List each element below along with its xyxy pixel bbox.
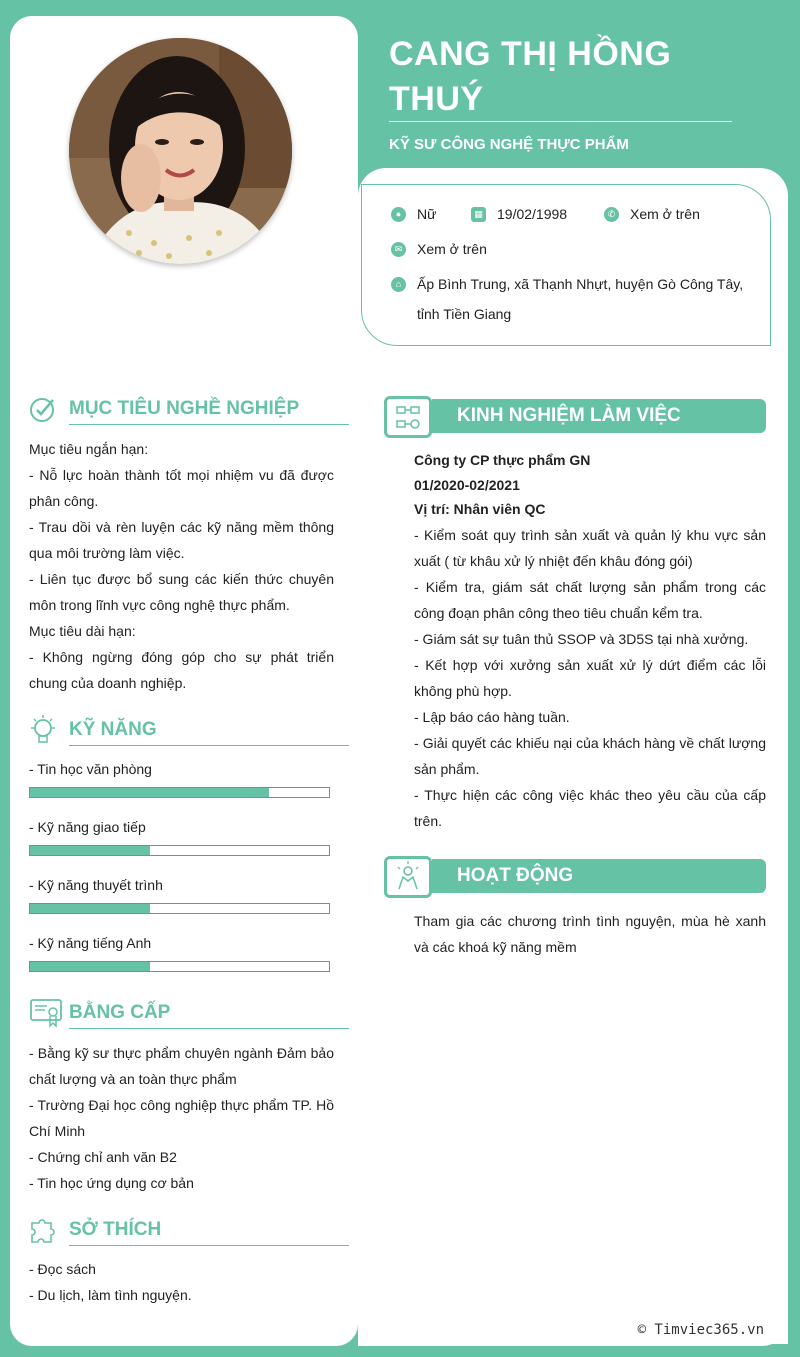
skill-fill xyxy=(30,962,150,971)
person-icon: ● xyxy=(391,207,406,222)
phone-info xyxy=(604,206,700,222)
phone-value: Xem ở trên xyxy=(630,206,700,222)
duty-line: - Thực hiện các công việc khác theo yêu cầu của cấp trên. xyxy=(414,786,766,829)
birthday-info xyxy=(471,206,567,222)
objective-line: - Liên tục được bổ sung các kiến thức chuyên môn trong lĩnh vực công nghệ thực phẩm. xyxy=(29,571,334,613)
objective-divider xyxy=(69,424,349,425)
job-title: KỸ SƯ CÔNG NGHỆ THỰC PHẨM xyxy=(389,136,629,153)
skill-label: - Kỹ năng giao tiếp xyxy=(29,819,146,835)
certificate-line: - Bằng kỹ sư thực phẩm chuyên ngành Đảm bảo chất lượng và an toàn thực phẩm xyxy=(29,1045,334,1087)
candidate-name: CANG THỊ HỒNG THUÝ xyxy=(389,35,672,118)
lightbulb-icon xyxy=(29,714,57,746)
experience-icon-box xyxy=(384,396,432,438)
skills-title: KỸ NĂNG xyxy=(69,719,157,740)
objective-title: MỤC TIÊU NGHỀ NGHIỆP xyxy=(69,398,300,419)
activity-icon xyxy=(387,859,429,895)
certificate-line: - Trường Đại học công nghiệp thực phẩm TP. Hồ Chí Minh xyxy=(29,1097,334,1139)
certificates-text xyxy=(29,1040,334,1196)
objective-line: - Trau dồi và rèn luyện các kỹ năng mềm thông qua môi trường làm việc. xyxy=(29,519,334,561)
skill-bar xyxy=(29,787,330,798)
duty-line: - Kết hợp với xưởng sản xuất xử lý dứt điểm các lỗi không phù hợp. xyxy=(414,656,766,699)
header-divider xyxy=(389,121,732,122)
puzzle-icon xyxy=(29,1215,59,1245)
hobby-line: - Đọc sách xyxy=(29,1261,96,1277)
work-position: Vị trí: Nhân viên QC xyxy=(414,501,546,517)
gender-info xyxy=(391,206,436,222)
objective-line: - Không ngừng đóng góp cho sự phát triển chung của doanh nghiệp. xyxy=(29,649,334,691)
skill-bar xyxy=(29,961,330,972)
objective-text xyxy=(29,436,334,696)
address-value: Ấp Bình Trung, xã Thạnh Nhựt, huyện Gò Công Tây, tỉnh Tiền Giang xyxy=(417,276,744,322)
activity-line: Tham gia các chương trình tình nguyện, mùa hè xanh và các khoá kỹ năng mềm xyxy=(414,913,766,955)
objective-line: Mục tiêu ngắn hạn: xyxy=(29,441,149,457)
experience-text xyxy=(414,448,766,834)
portrait-image xyxy=(69,38,292,264)
email-value: Xem ở trên xyxy=(417,241,487,257)
hobbies-divider xyxy=(69,1245,349,1246)
home-icon: ⌂ xyxy=(391,277,406,292)
birthday-value: 19/02/1998 xyxy=(497,206,568,222)
activities-text xyxy=(414,908,766,960)
activities-icon-box xyxy=(384,856,432,898)
company-name: Công ty CP thực phẩm GN xyxy=(414,452,591,468)
experience-title: KINH NGHIỆM LÀM VIỆC xyxy=(457,405,681,426)
certificate-icon xyxy=(29,997,63,1029)
hobbies-text xyxy=(29,1256,334,1308)
skill-fill xyxy=(30,788,269,797)
email-info xyxy=(391,241,487,257)
duty-line: - Lập báo cáo hàng tuần. xyxy=(414,708,570,725)
activities-title: HOẠT ĐỘNG xyxy=(457,865,574,886)
duty-line: - Giám sát sự tuân thủ SSOP và 3D5S tại nhà xưởng. xyxy=(414,630,749,647)
calendar-icon: ▦ xyxy=(471,207,486,222)
objective-line: - Nỗ lực hoàn thành tốt mọi nhiệm vu đã được phân công. xyxy=(29,467,334,509)
objective-line: Mục tiêu dài hạn: xyxy=(29,623,136,639)
duty-line: - Kiểm tra, giám sát chất lượng sản phẩm trong các công đoạn phân công theo tiêu chuẩn kểm tra. xyxy=(414,578,766,621)
hobbies-title: SỞ THÍCH xyxy=(69,1219,162,1240)
skill-bar xyxy=(29,845,330,856)
skill-label: - Kỹ năng tiếng Anh xyxy=(29,935,152,951)
profile-photo xyxy=(69,38,292,264)
skill-label: - Kỹ năng thuyết trình xyxy=(29,877,163,893)
skill-fill xyxy=(30,904,150,913)
certificates-divider xyxy=(69,1028,349,1029)
skill-bar xyxy=(29,903,330,914)
certificate-line: - Tin học ứng dụng cơ bản xyxy=(29,1175,194,1191)
certificate-line: - Chứng chỉ anh văn B2 xyxy=(29,1149,177,1165)
workflow-icon xyxy=(387,399,429,435)
skill-label: - Tin học văn phòng xyxy=(29,761,152,777)
footer-credit: © Timviec365.vn xyxy=(637,1322,764,1338)
work-period: 01/2020-02/2021 xyxy=(414,476,520,493)
certificates-title: BẰNG CẤP xyxy=(69,1002,171,1023)
duty-line: - Kiểm soát quy trình sản xuất và quản lý khu vực sản xuất ( từ khâu xử lý nhiệt đến khâu đóng gói) xyxy=(414,526,766,569)
gender-value: Nữ xyxy=(417,206,437,222)
duty-line: - Giải quyết các khiếu nại của khách hàng về chất lượng sản phẩm. xyxy=(414,734,766,777)
hobby-line: - Du lịch, làm tình nguyện. xyxy=(29,1287,192,1303)
target-icon xyxy=(29,395,57,423)
address-info xyxy=(391,269,766,329)
phone-icon: ✆ xyxy=(604,207,619,222)
skill-fill xyxy=(30,846,150,855)
skills-divider xyxy=(69,745,349,746)
email-icon: ✉ xyxy=(391,242,406,257)
